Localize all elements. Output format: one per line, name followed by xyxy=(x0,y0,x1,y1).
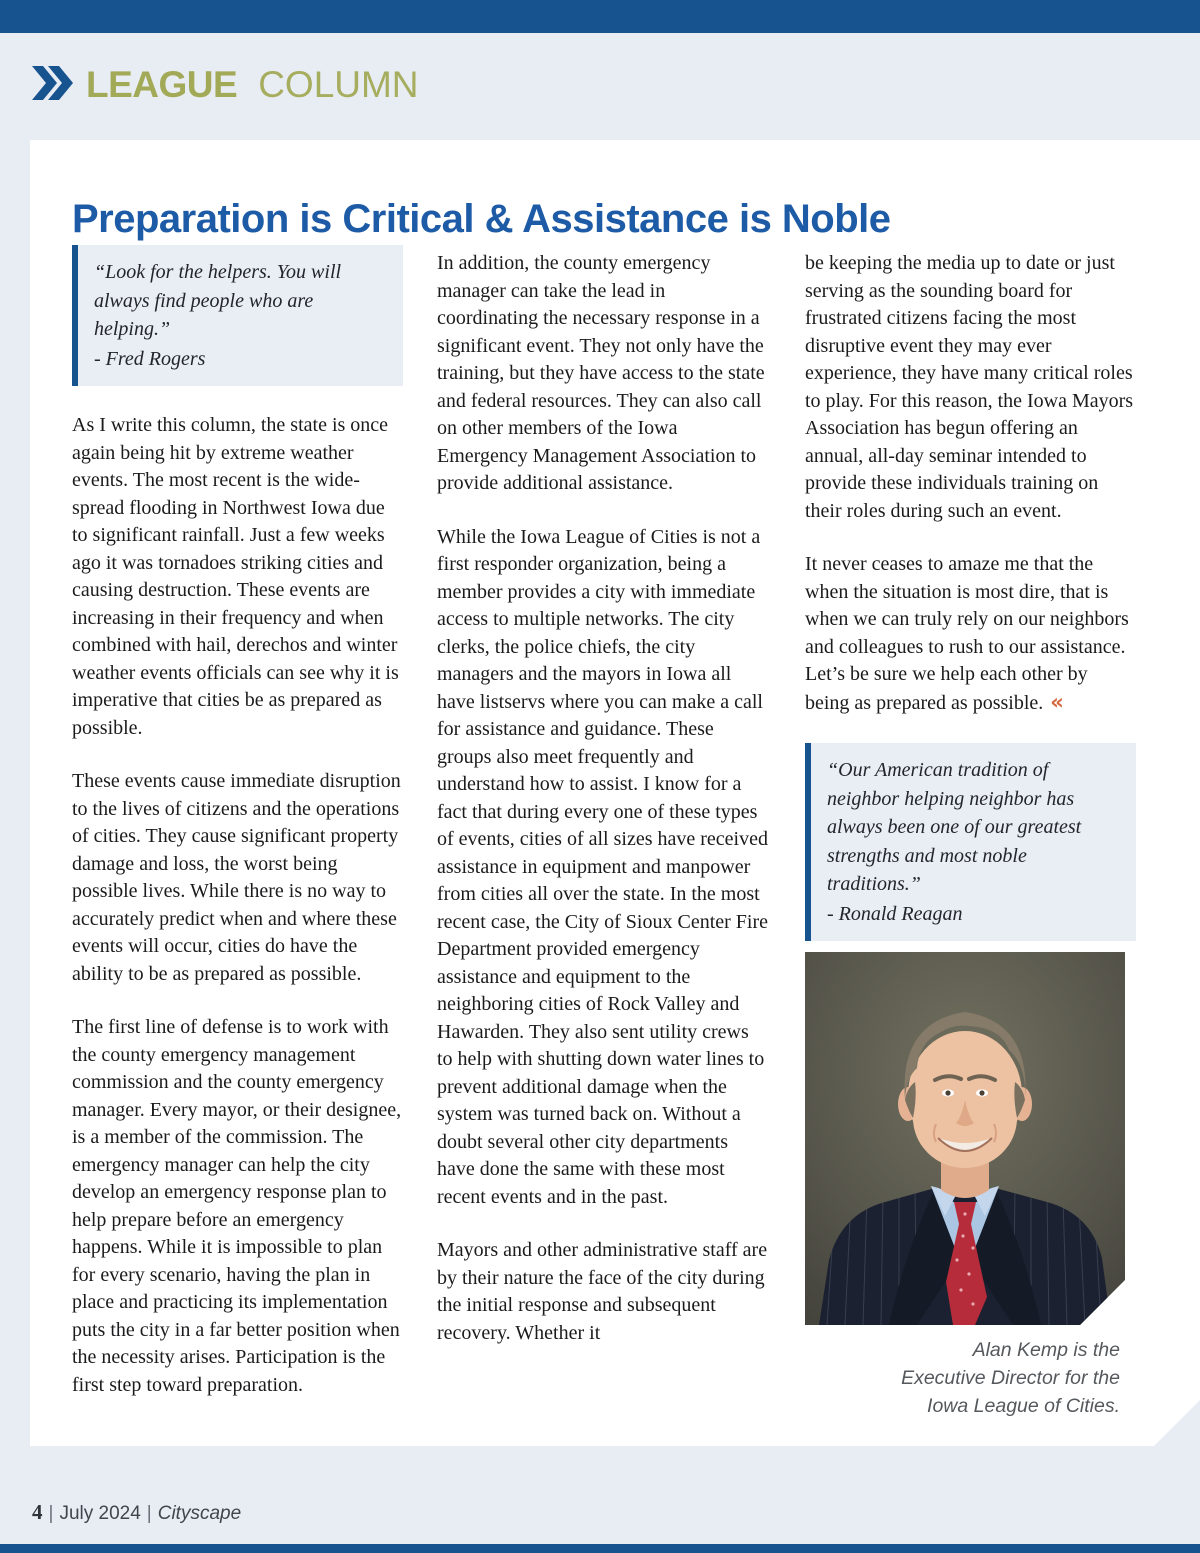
column-1 xyxy=(72,245,403,1399)
body-paragraph xyxy=(805,551,1136,717)
footer-publication: Cityscape xyxy=(157,1503,242,1524)
article-end-mark: « xyxy=(1050,689,1062,714)
body-paragraph: As I write this column, the state is once again being hit by extreme weather events. The most recent is the wide-spread flooding in Northwest Iowa due to significant rainfall. Just a few weeks ago it was tornadoes striking cities and causing destruction. These events are increasing in their frequency and when combined with hail, derechos and winter weather events officials can see why it is imperative that cities be as prepared as possible. xyxy=(72,414,399,739)
body-paragraph-text: It never ceases to amaze me that the when the situation is most dire, that is when we can truly rely on our neighbors and colleagues to rush to our assistance. Let’s be sure we help each other by being as prepared as possible. xyxy=(805,553,1129,714)
body-paragraph: be keeping the media up to date or just serving as the sounding board for frustrated citizens facing the most disruptive event they may ever experience, they have many critical roles to play. For this reason, the Iowa Mayors Association has begun offering an annual, all-day seminar intended to provide these individuals training on their roles during such an event. xyxy=(805,252,1134,522)
pull-quote-fred-rogers xyxy=(72,245,403,386)
body-paragraph: While the Iowa League of Cities is not a first responder organization, being a member provides a city with immediate access to multiple networks. The city clerks, the police chiefs, the city managers and the mayors in Iowa all have listservs where you can make a call for assistance and guidance. These groups also meet frequently and understand how to assist. I know for a fact that during every one of these types of events, cities of all sizes have received assistance in equipment and manpower from cities all over the state. In the most recent case, the City of Sioux Center Fire Department provided emergency assistance and equipment to the neighboring cities of Rock Valley and Hawarden. They also sent utility crews to help with shutting down water lines to prevent additional damage when the system was turned back on. Without a doubt several other city departments have done the same with these most recent events and in the past. xyxy=(437,525,769,1208)
footer-separator: | xyxy=(146,1503,152,1524)
quote-attribution: - Ronald Reagan xyxy=(827,902,963,925)
pull-quote-ronald-reagan xyxy=(805,743,1136,941)
masthead-column-label: COLUMN xyxy=(258,64,419,105)
footer-issue-date: July 2024 xyxy=(59,1503,141,1524)
column-2 xyxy=(437,250,768,1347)
quote-text: “Look for the helpers. You will always find people who are helping.” xyxy=(94,261,342,340)
footer-separator: | xyxy=(48,1503,54,1524)
column-3 xyxy=(805,250,1136,967)
body-paragraph: Mayors and other administrative staff are by their nature the face of the city during the initial response and subsequent recovery. Whether it xyxy=(437,1239,768,1344)
alan-kemp-photo xyxy=(805,952,1125,1325)
body-paragraph: In addition, the county emergency manager can take the lead in coordinating the necessary response in a significant event. They not only have the training, but they have access to the state and federal resources. They can also call on other members of the Iowa Emergency Management Association to provide additional assistance. xyxy=(437,252,765,494)
page-footer xyxy=(32,1500,241,1525)
top-bar xyxy=(0,0,1200,33)
quote-attribution: - Fred Rogers xyxy=(94,347,206,370)
caption-line: Iowa League of Cities. xyxy=(927,1395,1120,1417)
double-chevron-icon xyxy=(32,66,74,105)
bottom-bar xyxy=(0,1544,1200,1553)
quote-text: “Our American tradition of neighbor helping neighbor has always been one of our greatest strengths and most noble traditions.” xyxy=(827,759,1082,895)
masthead xyxy=(32,64,419,106)
caption-line: Alan Kemp is the xyxy=(972,1339,1120,1361)
masthead-league-label: LEAGUE xyxy=(86,64,238,105)
body-paragraph: The first line of defense is to work with the county emergency management commission and the county emergency manager. Every mayor, or their designee, is a member of the commission. The emergency manager can help the city develop an emergency response plan to help prepare before an emergency happens. While it is impossible to plan for every scenario, having the plan in place and practicing its implementation puts the city in a far better position when the necessity arises. Participation is the first step toward preparation. xyxy=(72,1016,402,1396)
footer-page-number: 4 xyxy=(32,1500,43,1524)
body-paragraph: These events cause immediate disruption to the lives of citizens and the operations of cities. They cause significant property damage and loss, the worst being possible lives. While there is no way to accurately predict when and where these events will occur, cities do have the ability to be as prepared as possible. xyxy=(72,770,401,985)
caption-line: Executive Director for the xyxy=(901,1367,1120,1389)
photo-caption xyxy=(845,1336,1120,1420)
article-title: Preparation is Critical & Assistance is Noble xyxy=(72,196,891,241)
